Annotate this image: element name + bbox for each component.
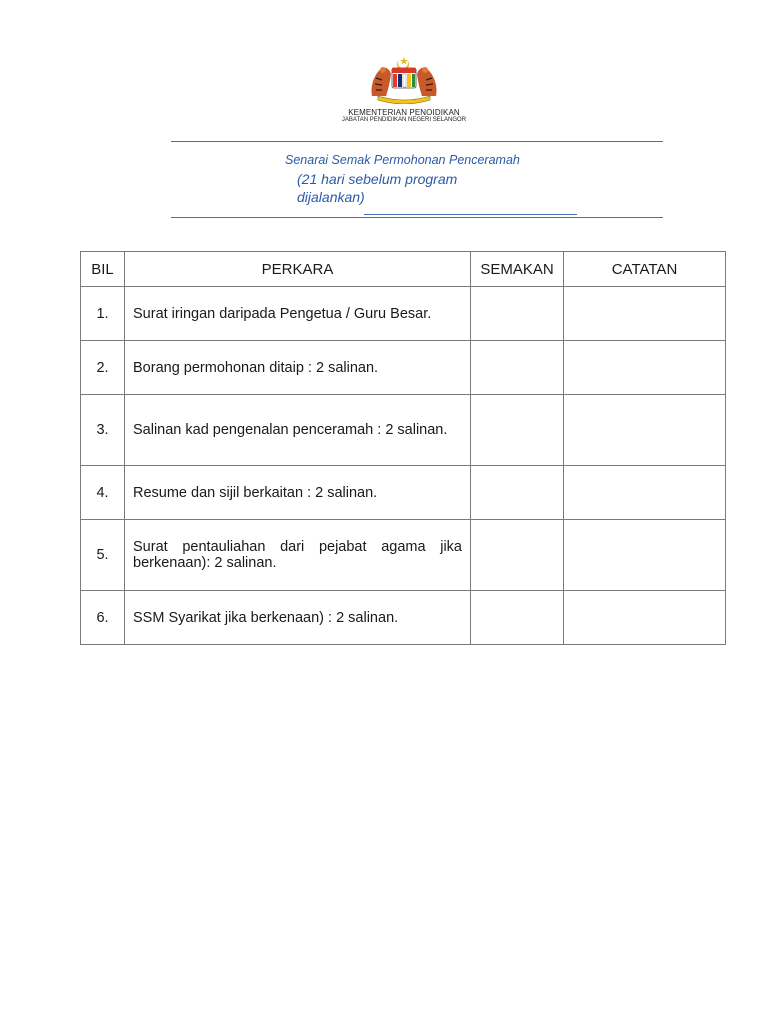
row-notes-cell[interactable] <box>564 591 726 645</box>
column-header-perkara: PERKARA <box>125 252 471 287</box>
row-item: Salinan kad pengenalan penceramah : 2 salinan. <box>125 395 471 466</box>
row-item: Surat iringan daripada Pengetua / Guru Besar. <box>125 287 471 341</box>
row-item: SSM Syarikat jika berkenaan) : 2 salinan. <box>125 591 471 645</box>
table-row <box>81 341 726 395</box>
row-check-cell[interactable] <box>471 466 564 520</box>
row-check-cell[interactable] <box>471 591 564 645</box>
column-header-semakan: SEMAKAN <box>471 252 564 287</box>
row-number: 4. <box>81 466 125 520</box>
row-notes-cell[interactable] <box>564 341 726 395</box>
ministry-name: KEMENTERIAN PENOIDIKAN <box>348 108 460 117</box>
table-row <box>81 395 726 466</box>
table-row <box>81 466 726 520</box>
table-header-row <box>81 252 726 287</box>
row-check-cell[interactable] <box>471 520 564 591</box>
row-check-cell[interactable] <box>471 395 564 466</box>
department-name: JABATAN PENDIDIKAN NEGERI SELANGOR <box>341 117 467 123</box>
malaysia-coat-of-arms-icon <box>366 56 442 104</box>
document-title: Senarai Semak Permohonan Penceramah <box>285 153 520 167</box>
row-number: 6. <box>81 591 125 645</box>
row-notes-cell[interactable] <box>564 520 726 591</box>
row-item: Resume dan sijil berkaitan : 2 salinan. <box>125 466 471 520</box>
row-check-cell[interactable] <box>471 341 564 395</box>
row-number: 5. <box>81 520 125 591</box>
row-check-cell[interactable] <box>471 287 564 341</box>
row-number: 3. <box>81 395 125 466</box>
column-header-bil: BIL <box>81 252 125 287</box>
row-notes-cell[interactable] <box>564 466 726 520</box>
row-number: 2. <box>81 341 125 395</box>
row-item: Borang permohonan ditaip : 2 salinan. <box>125 341 471 395</box>
header-divider-bottom <box>171 217 663 218</box>
header-divider-top <box>171 141 663 142</box>
subtitle-underline <box>364 214 577 215</box>
checklist-table <box>80 251 726 645</box>
table-row <box>81 591 726 645</box>
document-subtitle: (21 hari sebelum program dijalankan) <box>297 171 458 205</box>
row-item: Surat pentauliahan dari pejabat agama jika berkenaan): 2 salinan. <box>125 520 471 591</box>
row-notes-cell[interactable] <box>564 395 726 466</box>
table-row <box>81 520 726 591</box>
row-number: 1. <box>81 287 125 341</box>
column-header-catatan: CATATAN <box>564 252 726 287</box>
table-row <box>81 287 726 341</box>
row-notes-cell[interactable] <box>564 287 726 341</box>
